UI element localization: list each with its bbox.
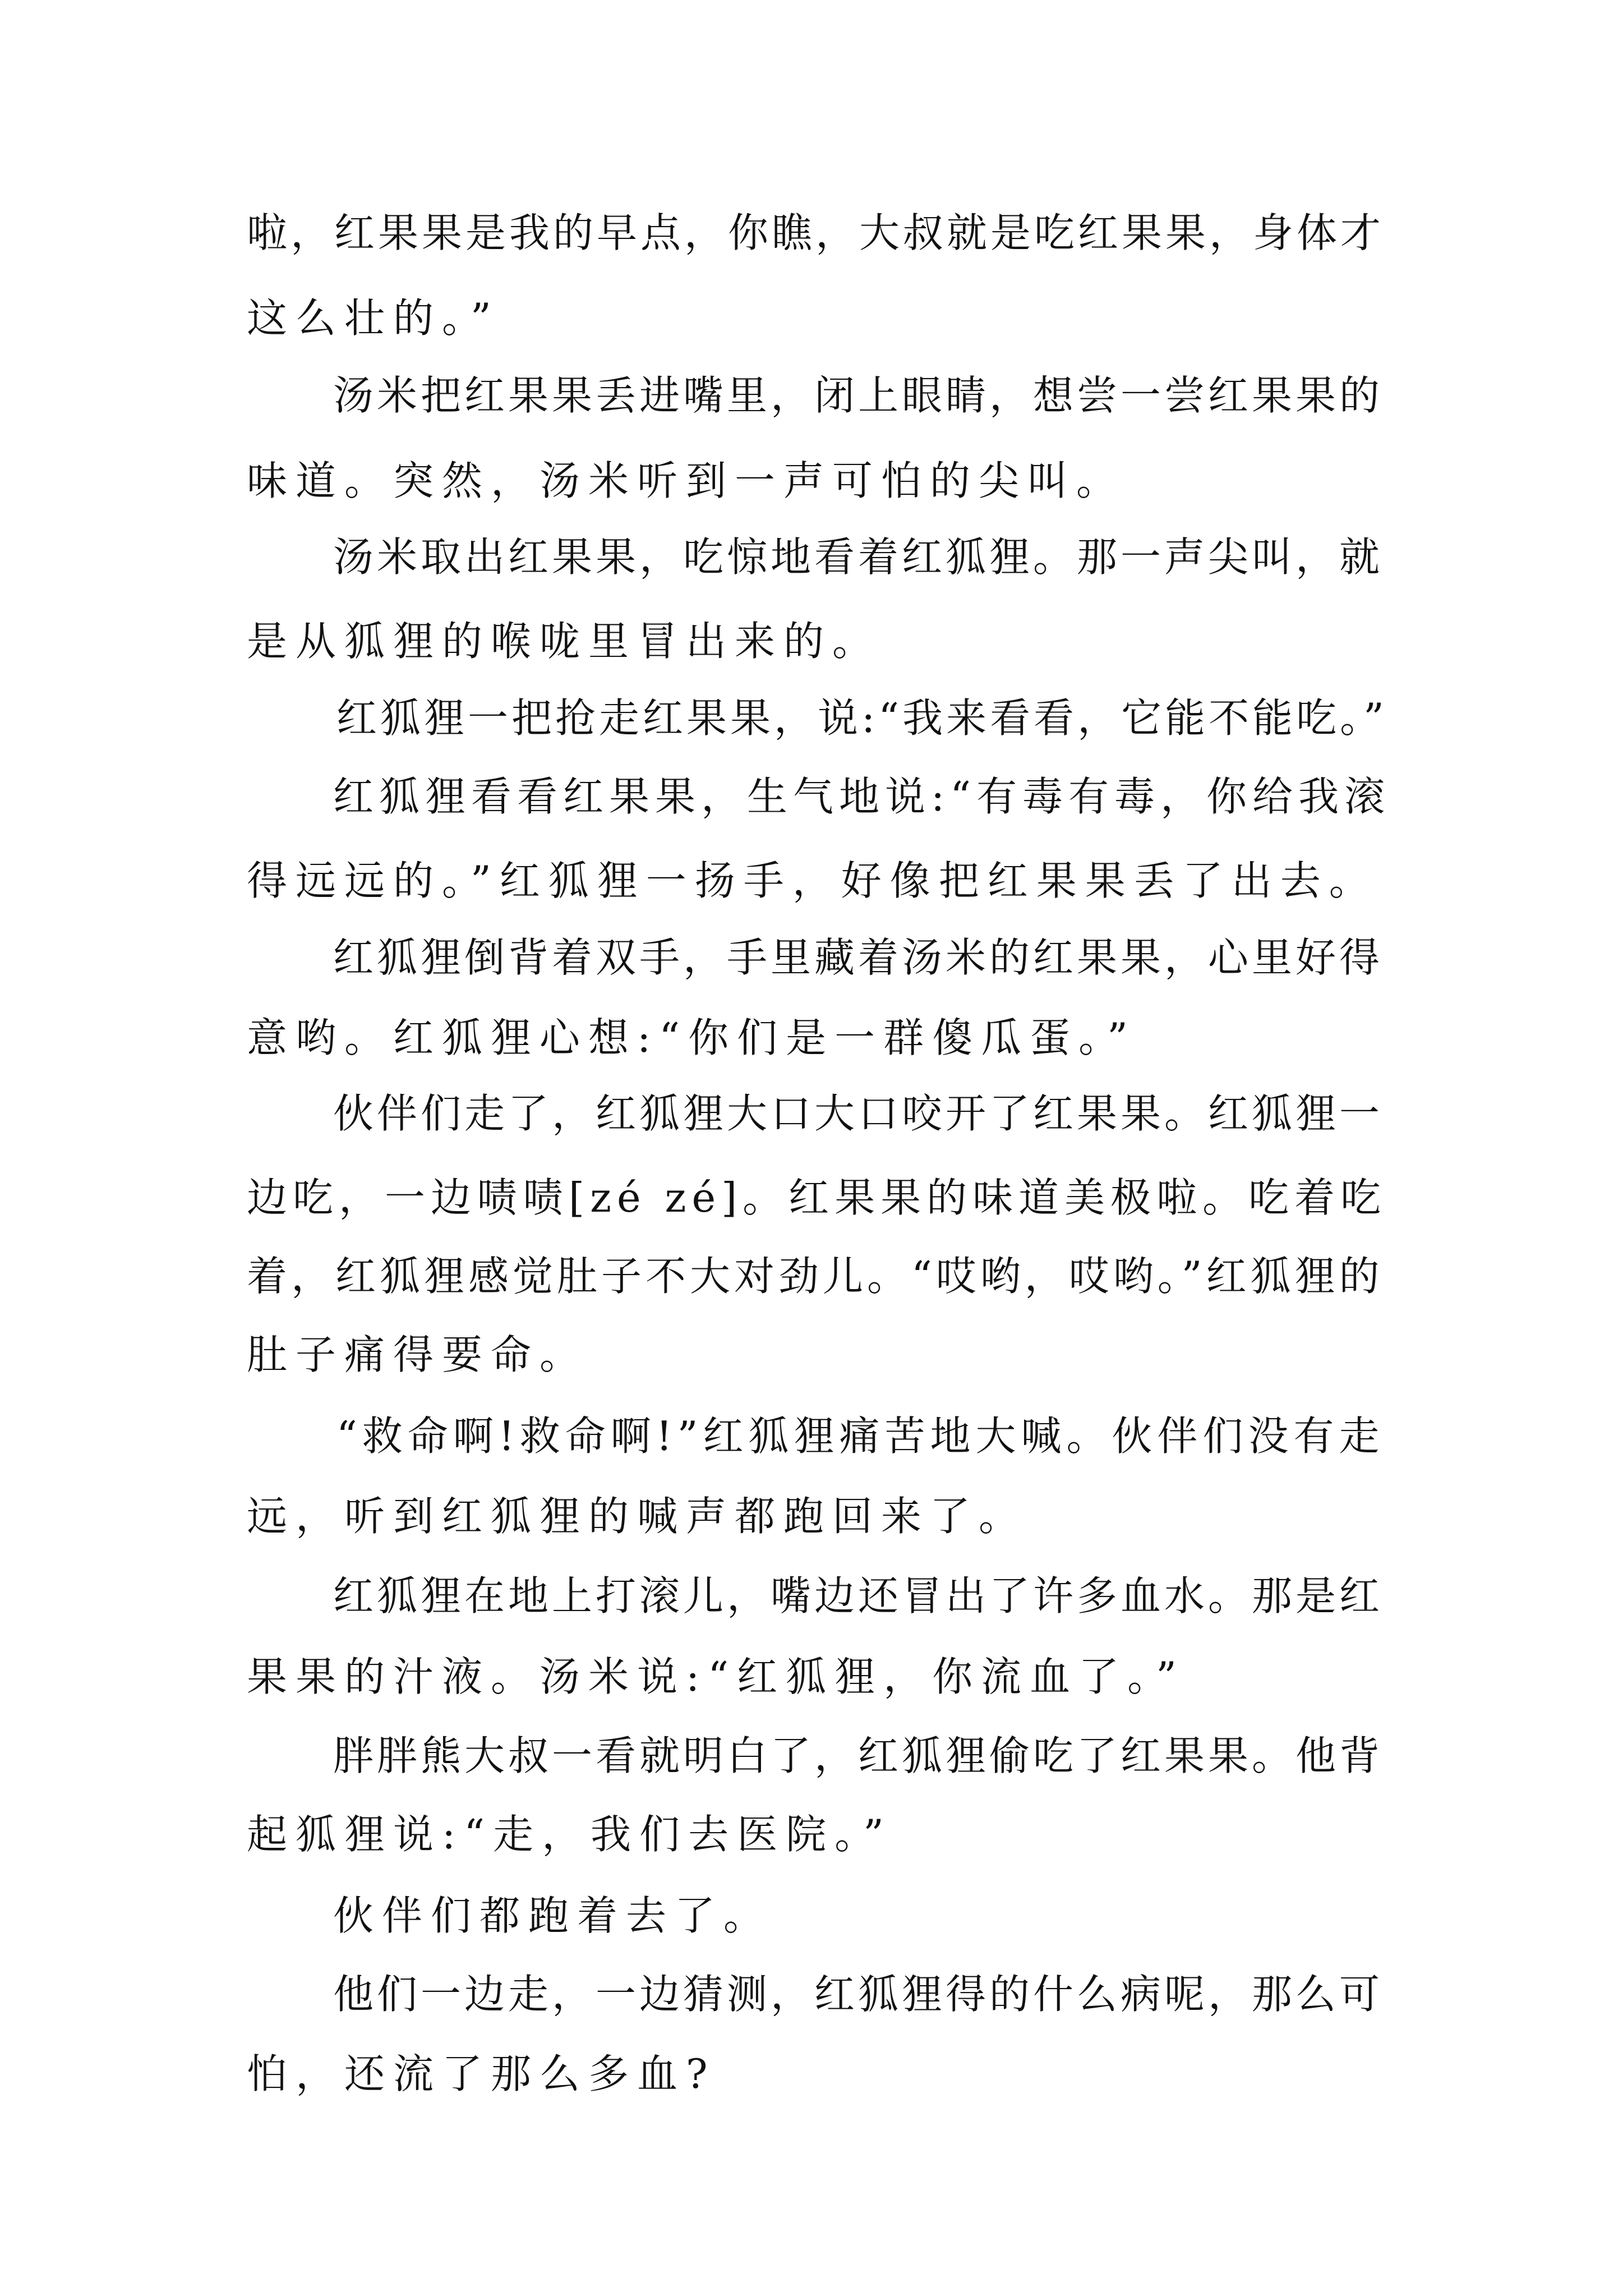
text-line: 远，听到红狐狸的喊声都跑回来了。 [247, 1493, 1028, 1540]
text-line: 胖胖熊大叔一看就明白了，红狐狸偷吃了红果果。他背 [333, 1732, 1384, 1779]
text-line: 边吃，一边啧啧[zé zé]。红果果的味道美极啦。吃着吃 [247, 1174, 1387, 1221]
text-line: 伙伴们走了，红狐狸大口大口咬开了红果果。红狐狸一 [333, 1090, 1384, 1137]
text-line: 啦，红果果是我的早点，你瞧，大叔就是吃红果果，身体才 [247, 209, 1385, 256]
text-line: 红狐狸看看红果果，生气地说:“有毒有毒，你给我滚 [333, 773, 1391, 820]
text-line: 红狐狸倒背着双手，手里藏着汤米的红果果，心里好得 [333, 934, 1384, 981]
text-line: 味道。突然，汤米听到一声可怕的尖叫。 [247, 457, 1126, 504]
text-line: 是从狐狸的喉咙里冒出来的。 [247, 618, 882, 665]
text-line: 红狐狸在地上打滚儿，嘴边还冒出了许多血水。那是红 [333, 1572, 1384, 1619]
text-line: 果果的汁液。汤米说:“红狐狸，你流血了。” [247, 1653, 1185, 1700]
text-line: 怕，还流了那么多血? [247, 2050, 716, 2097]
text-line: 汤米把红果果丢进嘴里，闭上眼睛，想尝一尝红果果的 [333, 372, 1384, 419]
text-line: 汤米取出红果果，吃惊地看着红狐狸。那一声尖叫，就 [333, 533, 1384, 581]
text-line: 他们一边走，一边猜测，红狐狸得的什么病呢，那么可 [333, 1971, 1384, 2018]
text-line: 起狐狸说:“走，我们去医院。” [247, 1811, 892, 1858]
text-line: 红狐狸一把抢走红果果，说:“我来看看，它能不能吃。” [336, 694, 1387, 742]
text-line: 肚子痛得要命。 [247, 1331, 589, 1378]
text-line: 得远远的。”红狐狸一扬手，好像把红果果丢了出去。 [247, 857, 1378, 904]
text-line: 这么壮的。” [247, 295, 500, 342]
text-line: “救命啊!救命啊!”红狐狸痛苦地大喊。伙伴们没有走 [336, 1412, 1385, 1460]
text-line: 意哟。红狐狸心想:“你们是一群傻瓜蛋。” [247, 1014, 1136, 1061]
text-line: 伙伴们都跑着去了。 [333, 1892, 773, 1939]
text-line: 着，红狐狸感觉肚子不大对劲儿。“哎哟，哎哟。”红狐狸的 [247, 1253, 1384, 1300]
